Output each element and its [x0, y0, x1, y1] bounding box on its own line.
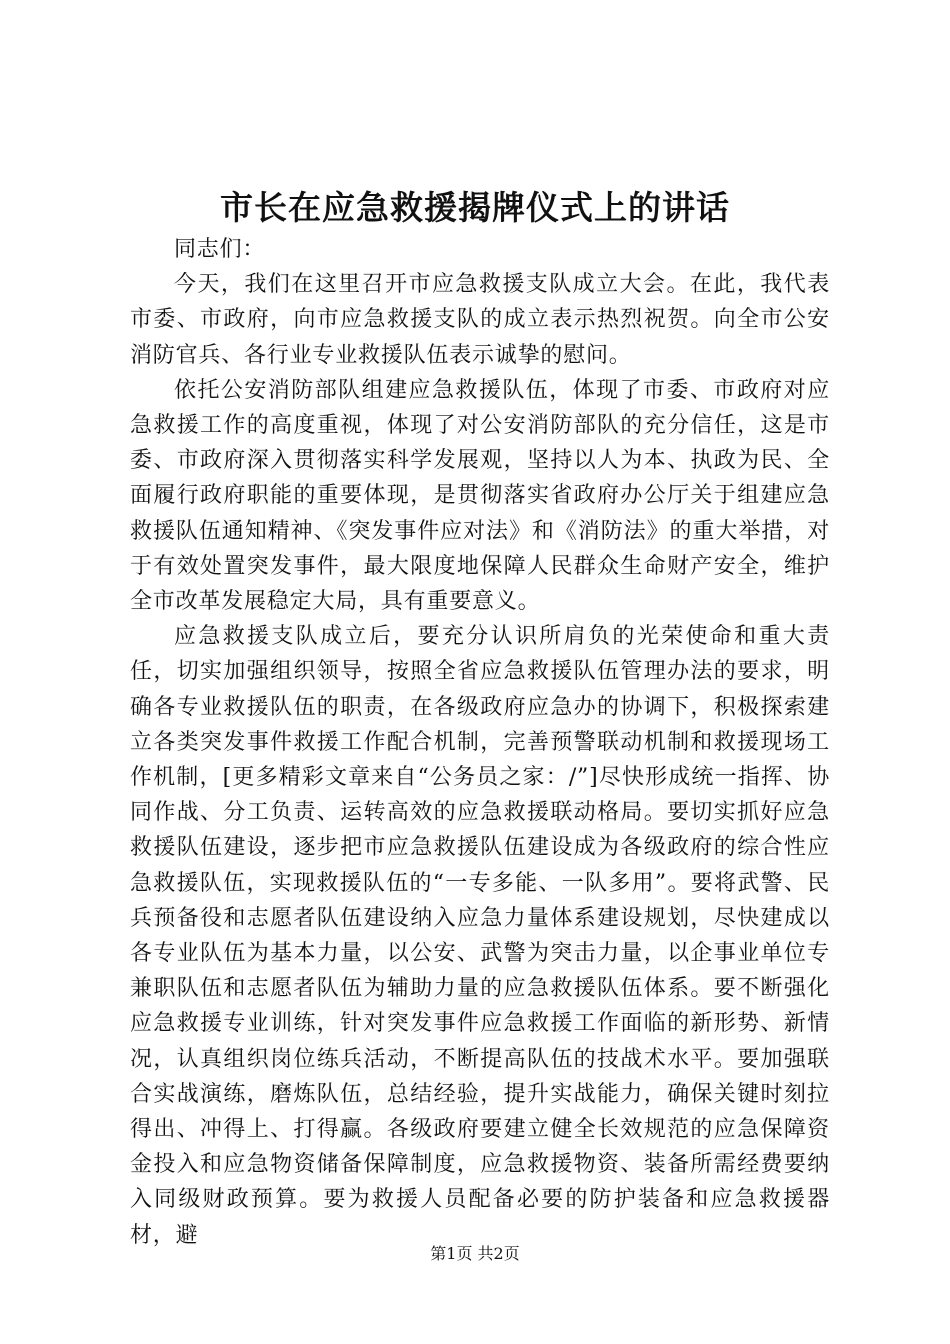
salutation: 同志们： [174, 237, 266, 262]
paragraph-2: 依托公安消防部队组建应急救援队伍，体现了市委、市政府对应急救援工作的高度重视，体现了对公安消防部队的充分信任，这是市委、市政府深入贯彻落实科学发展观，坚持以人为本、执政为民、全面履行政府职能的重要体现，是贯彻落实省政府办公厅关于组建应急救援队伍通知精神、《突发事件应对法》和《消防法》的重大举措，对于有效处置突发事件，最大限度地保障人民群众生命财产安全，维护全市改革发展稳定大局，具有重要意义。 [130, 377, 830, 615]
paragraph-1: 今天，我们在这里召开市应急救援支队成立大会。在此，我代表市委、市政府，向市应急救援支队的成立表示热烈祝贺。向全市公安消防官兵、各行业专业救援队伍表示诚挚的慰问。 [130, 272, 830, 368]
document-body [130, 232, 830, 1253]
document-title: 市长在应急救援揭牌仪式上的讲话 [220, 188, 730, 227]
page-footer: 第1页 共2页 [430, 1244, 520, 1263]
paragraph-3: 应急救援支队成立后，要充分认识所肩负的光荣使命和重大责任，切实加强组织领导，按照全省应急救援队伍管理办法的要求，明确各专业救援队伍的职责，在各级政府应急办的协调下，积极探索建立各类突发事件救援工作配合机制，完善预警联动机制和救援现场工作机制，[更多精彩文章来自“公务员之家：/”]尽快形成统一指挥、协同作战、分工负责、运转高效的应急救援联动格局。要切实抓好应急救援队伍建设，逐步把市应急救援队伍建设成为各级政府的综合性应急救援队伍，实现救援队伍的“一专多能、一队多用”。要将武警、民兵预备役和志愿者队伍建设纳入应急力量体系建设规划，尽快建成以各专业队伍为基本力量，以公安、武警为突击力量，以企事业单位专兼职队伍和志愿者队伍为辅助力量的应急救援队伍体系。要不断强化应急救援专业训练，针对突发事件应急救援工作面临的新形势、新情况，认真组织岗位练兵活动，不断提高队伍的技战术水平。要加强联合实战演练，磨炼队伍，总结经验，提升实战能力，确保关键时刻拉得出、冲得上、打得赢。各级政府要建立健全长效规范的应急保障资金投入和应急物资储备保障制度，应急救援物资、装备所需经费要纳入同级财政预算。要为救援人员配备必要的防护装备和应急救援器材，避 [130, 624, 830, 1248]
